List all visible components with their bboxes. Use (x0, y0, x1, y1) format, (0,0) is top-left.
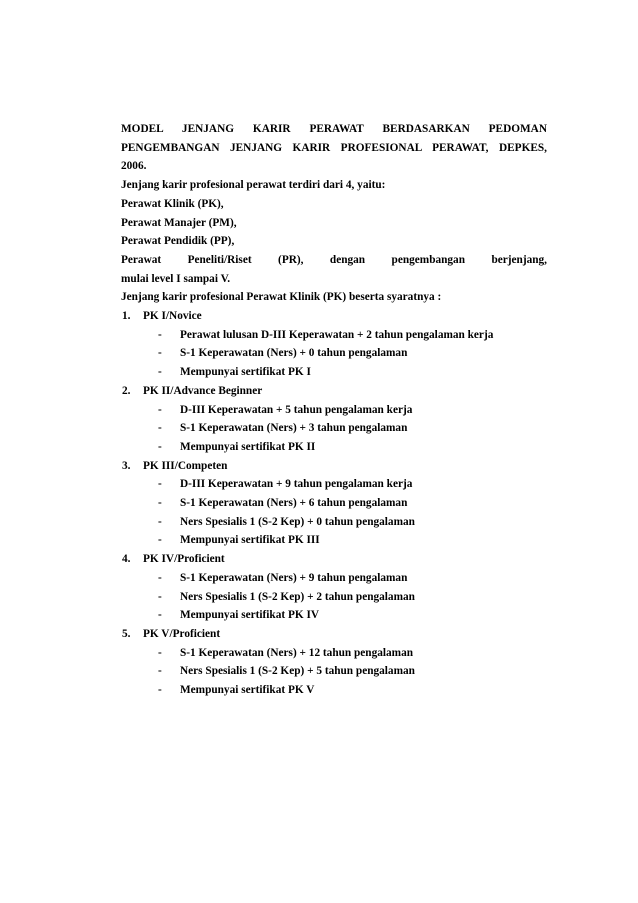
requirement-item (121, 419, 547, 438)
pk-level-heading (121, 382, 547, 401)
list-number: 2. (122, 384, 131, 397)
requirement-item (121, 438, 547, 457)
requirement-item (121, 588, 547, 607)
requirement-item (121, 513, 547, 532)
pk-level-title: PK II/Advance Beginner (143, 384, 263, 397)
requirement-item (121, 644, 547, 663)
requirement-item (121, 606, 547, 625)
type-item: Perawat Klinik (PK), (121, 197, 224, 210)
pk-level-heading (121, 307, 547, 326)
requirement-text: S-1 Keperawatan (Ners) + 6 tahun pengalaman (180, 497, 408, 510)
bullet-dash: - (158, 571, 162, 584)
requirement-text: S-1 Keperawatan (Ners) + 3 tahun pengalaman (180, 422, 408, 435)
pk-intro-text: Jenjang karir profesional Perawat Klinik (PK) beserta syaratnya : (121, 291, 442, 304)
pk-level-title: PK I/Novice (143, 310, 202, 323)
requirement-text: S-1 Keperawatan (Ners) + 9 tahun pengalaman (180, 571, 408, 584)
requirement-text: Ners Spesialis 1 (S-2 Kep) + 2 tahun pengalaman (180, 590, 415, 603)
title-line-2: PENGEMBANGAN JENJANG KARIR PROFESIONAL PERAWAT, DEPKES, (121, 141, 547, 154)
requirement-text: Perawat lulusan D-III Keperawatan + 2 tahun pengalaman kerja (180, 328, 494, 341)
pk-level-title: PK III/Competen (143, 459, 228, 472)
pk-level-heading (121, 457, 547, 476)
intro-text: Jenjang karir profesional perawat terdiri dari 4, yaitu: (121, 179, 386, 192)
pk-level-title: PK V/Proficient (143, 627, 221, 640)
requirement-item (121, 326, 547, 345)
bullet-dash: - (158, 515, 162, 528)
bullet-dash: - (158, 665, 162, 678)
bullet-dash: - (158, 478, 162, 491)
bullet-dash: - (158, 534, 162, 547)
requirement-item (121, 569, 547, 588)
requirement-text: Ners Spesialis 1 (S-2 Kep) + 0 tahun pengalaman (180, 515, 415, 528)
requirement-text: S-1 Keperawatan (Ners) + 12 tahun pengalaman (180, 646, 414, 659)
bullet-dash: - (158, 609, 162, 622)
requirement-text: Mempunyai sertifikat PK III (180, 534, 320, 547)
bullet-dash: - (158, 328, 162, 341)
researcher-line-2: mulai level I sampai V. (121, 272, 231, 285)
bullet-dash: - (158, 440, 162, 453)
requirement-text: Ners Spesialis 1 (S-2 Kep) + 5 tahun pengalaman (180, 665, 415, 678)
requirement-text: Mempunyai sertifikat PK II (180, 440, 316, 453)
list-number: 1. (122, 310, 131, 323)
requirement-item (121, 344, 547, 363)
list-number: 3. (122, 459, 131, 472)
pk-level-heading (121, 550, 547, 569)
bullet-dash: - (158, 590, 162, 603)
list-number: 4. (122, 553, 131, 566)
bullet-dash: - (158, 403, 162, 416)
researcher-line-1: Perawat Peneliti/Riset (PR), dengan pengembangan berjenjang, (121, 253, 547, 266)
pk-level-list (121, 307, 547, 700)
title-line-1: MODEL JENJANG KARIR PERAWAT BERDASARKAN PEDOMAN (121, 123, 547, 135)
requirement-text: Mempunyai sertifikat PK V (180, 684, 315, 697)
requirement-text: D-III Keperawatan + 5 tahun pengalaman kerja (180, 403, 413, 416)
bullet-dash: - (158, 366, 162, 379)
title-line-3: 2006. (121, 160, 147, 173)
requirement-item (121, 401, 547, 420)
type-item: Perawat Pendidik (PP), (121, 235, 235, 248)
bullet-dash: - (158, 497, 162, 510)
requirement-item (121, 531, 547, 550)
requirement-text: S-1 Keperawatan (Ners) + 0 tahun pengalaman (180, 347, 408, 360)
list-number: 5. (122, 627, 131, 640)
pk-level-title: PK IV/Proficient (143, 553, 225, 566)
bullet-dash: - (158, 646, 162, 659)
requirement-text: Mempunyai sertifikat PK I (180, 366, 311, 379)
document-page (121, 120, 547, 700)
bullet-dash: - (158, 684, 162, 697)
bullet-dash: - (158, 347, 162, 360)
requirement-text: Mempunyai sertifikat PK IV (180, 609, 320, 622)
type-item: Perawat Manajer (PM), (121, 216, 237, 229)
pk-level-heading (121, 625, 547, 644)
requirement-item (121, 681, 547, 700)
requirement-item (121, 475, 547, 494)
requirement-item (121, 662, 547, 681)
requirement-item (121, 363, 547, 382)
requirement-text: D-III Keperawatan + 9 tahun pengalaman kerja (180, 478, 413, 491)
bullet-dash: - (158, 422, 162, 435)
requirement-item (121, 494, 547, 513)
